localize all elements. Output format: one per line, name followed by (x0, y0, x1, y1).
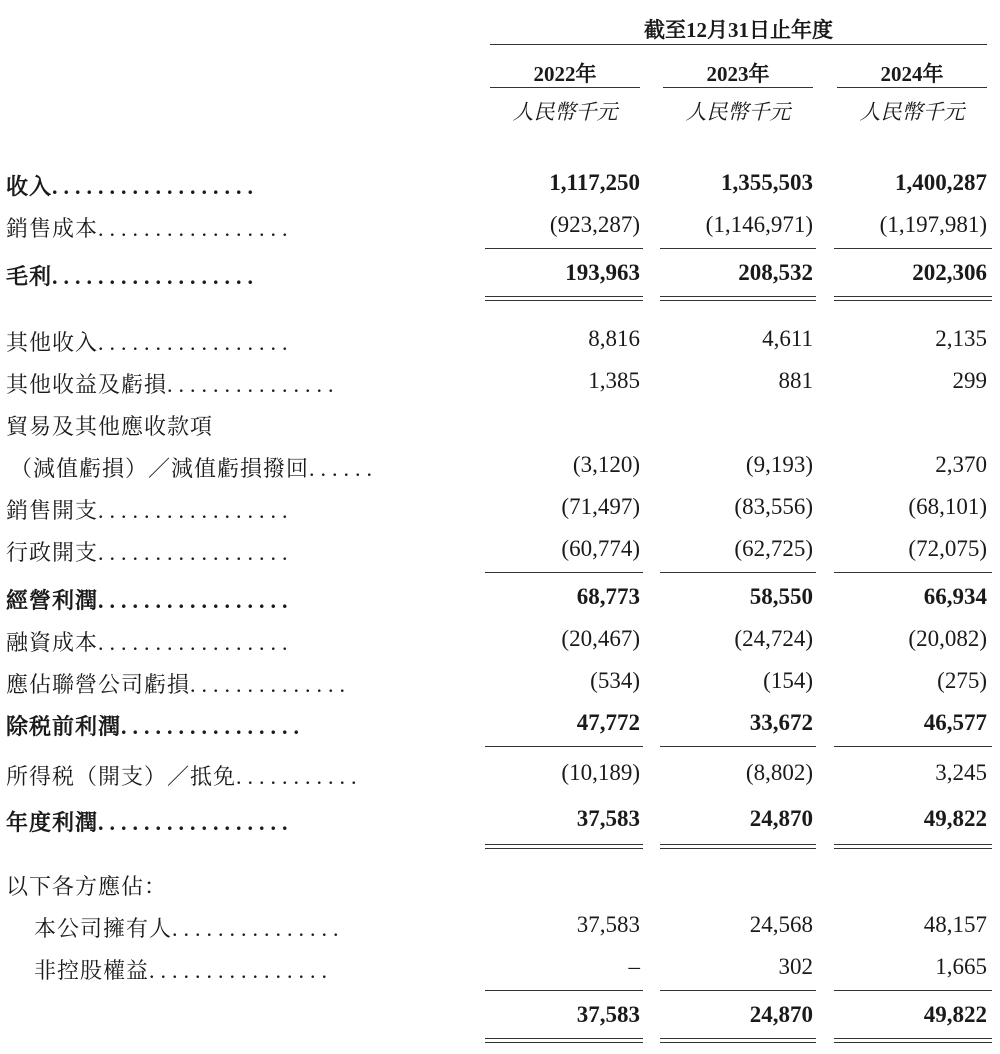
unit-label-2023: 人民幣千元 (685, 100, 791, 124)
table-row-profit-for-year (0, 802, 1000, 842)
cell-2023: 58,550 (749, 584, 813, 609)
cell-2024: (72,075) (908, 536, 987, 561)
cell-2023: (83,556) (734, 494, 813, 519)
total-double-rule (485, 844, 643, 849)
row-label: 毛利.................. (6, 264, 260, 289)
subtotal-rule (834, 572, 992, 573)
subtotal-rule (660, 572, 816, 573)
subtotal-rule (660, 990, 816, 991)
table-row-operating-profit (0, 580, 1000, 620)
cell-2022: – (628, 954, 640, 979)
total-double-rule (834, 844, 992, 849)
row-label: 其他收入................. (6, 330, 294, 355)
table-row-share-of-associates (0, 664, 1000, 704)
cell-2023: (9,193) (745, 452, 813, 477)
cell-2023: (154) (763, 668, 813, 693)
total-double-rule (485, 1038, 643, 1043)
table-row-owners-of-company (0, 908, 1000, 948)
cell-2024: (20,082) (908, 626, 987, 651)
cell-2022: (3,120) (572, 452, 640, 477)
cell-2023: 24,870 (749, 806, 813, 831)
cell-2023: 24,568 (749, 912, 813, 937)
table-row-revenue (0, 166, 1000, 206)
row-label: 貿易及其他應收款項 (6, 414, 214, 439)
row-label: 應佔聯營公司虧損.............. (6, 672, 352, 697)
row-label: 本公司擁有人............... (34, 916, 345, 941)
table-row-impairment (0, 448, 1000, 488)
row-label: 銷售成本................. (6, 216, 294, 241)
subtotal-rule (834, 990, 992, 991)
cell-2023: 881 (778, 368, 813, 393)
row-label: 收入.................. (6, 174, 260, 199)
cell-2024: 46,577 (923, 710, 987, 735)
cell-2022: 47,772 (576, 710, 640, 735)
table-row-attributable-total (0, 998, 1000, 1038)
table-row-other-income (0, 322, 1000, 362)
cell-2024: 1,400,287 (895, 170, 987, 195)
cell-2022: (20,467) (561, 626, 640, 651)
year-rule-2024 (837, 87, 987, 88)
table-row-finance-costs (0, 622, 1000, 662)
subtotal-rule (834, 746, 992, 747)
cell-2023: 302 (778, 954, 813, 979)
subtotal-rule (485, 746, 643, 747)
total-double-rule (834, 296, 992, 301)
cell-2023: 24,870 (749, 1002, 813, 1027)
subtotal-rule (485, 572, 643, 573)
cell-2022: (534) (590, 668, 640, 693)
total-double-rule (834, 1038, 992, 1043)
row-label: 銷售開支................. (6, 498, 294, 523)
cell-2022: (71,497) (561, 494, 640, 519)
year-rule-2022 (490, 87, 640, 88)
cell-2023: (1,146,971) (705, 212, 813, 237)
cell-2022: 37,583 (576, 1002, 640, 1027)
row-label: 非控股權益................ (34, 958, 334, 983)
cell-2022: 37,583 (576, 806, 640, 831)
year-header-2023: 2023年 (706, 62, 770, 86)
cell-2022: 1,117,250 (549, 170, 640, 195)
cell-2023: 1,355,503 (721, 170, 813, 195)
row-label: 年度利潤................. (6, 810, 294, 835)
cell-2024: 1,665 (935, 954, 987, 979)
cell-2024: (275) (937, 668, 987, 693)
cell-2024: 2,370 (935, 452, 987, 477)
cell-2022: 8,816 (588, 326, 640, 351)
cell-2022: 68,773 (576, 584, 640, 609)
cell-2022: (10,189) (561, 760, 640, 785)
total-double-rule (660, 844, 816, 849)
cell-2023: 33,672 (749, 710, 813, 735)
subtotal-rule (485, 248, 643, 249)
cell-2022: (923,287) (549, 212, 640, 237)
subtotal-rule (485, 990, 643, 991)
year-rule-2023 (663, 87, 813, 88)
cell-2024: 202,306 (912, 260, 987, 285)
row-label: 所得税（開支）／抵免........... (6, 764, 363, 789)
cell-2024: 66,934 (923, 584, 987, 609)
total-double-rule (485, 296, 643, 301)
cell-2024: 2,135 (935, 326, 987, 351)
cell-2023: 4,611 (762, 326, 813, 351)
cell-2023: (8,802) (745, 760, 813, 785)
year-header-2024: 2024年 (880, 62, 944, 86)
cell-2023: (62,725) (734, 536, 813, 561)
row-label: 以下各方應佔： (6, 874, 168, 899)
table-row-profit-before-tax (0, 706, 1000, 746)
cell-2024: 49,822 (923, 806, 987, 831)
total-double-rule (660, 1038, 816, 1043)
table-row-gross-profit (0, 256, 1000, 296)
row-label: 除税前利潤................ (6, 714, 306, 739)
cell-2024: 3,245 (935, 760, 987, 785)
cell-2023: (24,724) (734, 626, 813, 651)
cell-2024: 49,822 (923, 1002, 987, 1027)
year-header-2022: 2022年 (533, 62, 597, 86)
table-row-attributable-heading (0, 866, 1000, 906)
table-row-income-tax (0, 756, 1000, 796)
row-label: （減值虧損）／減值虧損撥回...... (10, 456, 379, 481)
cell-2024: 299 (952, 368, 987, 393)
row-label: 其他收益及虧損............... (6, 372, 340, 397)
table-row-non-controlling-interests (0, 950, 1000, 990)
period-header-rule (490, 44, 987, 45)
row-label: 經營利潤................. (6, 588, 294, 613)
cell-2024: 48,157 (923, 912, 987, 937)
cell-2022: (60,774) (561, 536, 640, 561)
subtotal-rule (660, 746, 816, 747)
period-header: 截至12月31日止年度 (644, 18, 833, 42)
subtotal-rule (660, 248, 816, 249)
cell-2024: (68,101) (908, 494, 987, 519)
cell-2022: 37,583 (576, 912, 640, 937)
table-row-admin-expenses (0, 532, 1000, 572)
unit-label-2024: 人民幣千元 (859, 100, 965, 124)
unit-label-2022: 人民幣千元 (512, 100, 618, 124)
cell-2022: 1,385 (588, 368, 640, 393)
cell-2023: 208,532 (738, 260, 813, 285)
cell-2024: (1,197,981) (879, 212, 987, 237)
row-label: 融資成本................. (6, 630, 294, 655)
cell-2022: 193,963 (565, 260, 640, 285)
table-row-other-gains-losses (0, 364, 1000, 404)
row-label: 行政開支................. (6, 540, 294, 565)
subtotal-rule (834, 248, 992, 249)
table-row-trade-receivables-heading (0, 406, 1000, 446)
table-row-selling-expenses (0, 490, 1000, 530)
table-row-cost-of-sales (0, 208, 1000, 248)
total-double-rule (660, 296, 816, 301)
